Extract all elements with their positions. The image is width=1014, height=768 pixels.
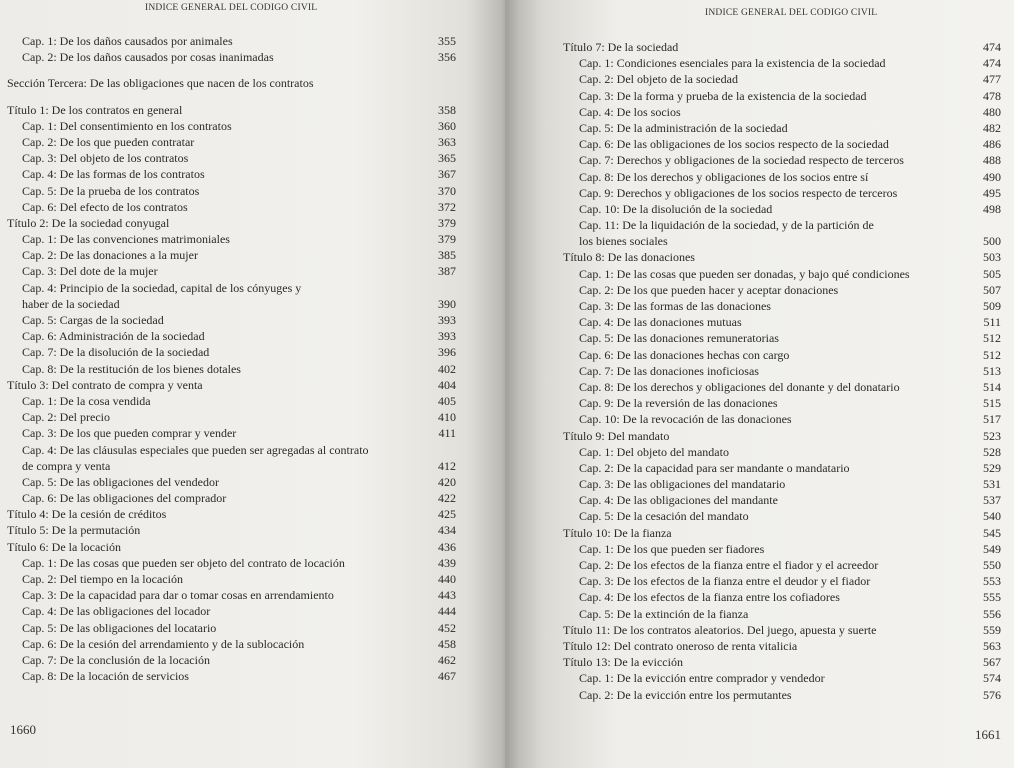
entry-page-number: 576 bbox=[983, 687, 1001, 702]
entry-text: Cap. 4: De los socios bbox=[579, 104, 681, 119]
toc-chapter-entry bbox=[0, 166, 505, 182]
toc-chapter-entry bbox=[0, 490, 505, 506]
toc-chapter-entry bbox=[0, 442, 505, 458]
toc-chapter-entry bbox=[505, 363, 1014, 379]
entry-page-number: 567 bbox=[983, 655, 1001, 670]
entry-text: Cap. 3: Del dote de la mujer bbox=[22, 264, 158, 279]
entry-text: Título 5: De la permutación bbox=[7, 523, 141, 538]
entry-page-number: 452 bbox=[438, 620, 456, 635]
entry-page-number: 393 bbox=[438, 329, 456, 344]
entry-text: Cap. 5: De la extinción de la fianza bbox=[579, 606, 749, 621]
entry-text: Título 12: Del contrato oneroso de renta vitalicia bbox=[563, 638, 798, 653]
toc-chapter-entry bbox=[505, 233, 1014, 249]
toc-title-entry bbox=[505, 638, 1014, 654]
toc-chapter-entry bbox=[505, 104, 1014, 120]
entry-text: Título 2: De la sociedad conyugal bbox=[7, 215, 170, 230]
toc-chapter-entry bbox=[505, 670, 1014, 686]
toc-chapter-entry bbox=[0, 393, 505, 409]
entry-page-number: 444 bbox=[438, 604, 456, 619]
entry-text: Cap. 5: De las obligaciones del locatario bbox=[22, 620, 217, 635]
entry-text: Sección Tercera: De las obligaciones que nacen de los contratos bbox=[7, 76, 314, 91]
entry-text: Cap. 9: De la reversión de las donaciones bbox=[579, 396, 778, 411]
toc-chapter-entry bbox=[505, 589, 1014, 605]
entry-text: Cap. 6: De las donaciones hechas con cargo bbox=[579, 347, 790, 362]
running-head: INDICE GENERAL DEL CODIGO CIVIL bbox=[145, 3, 318, 13]
toc-chapter-entry bbox=[505, 201, 1014, 217]
toc-title-entry bbox=[0, 522, 505, 538]
entry-text: Cap. 7: Derechos y obligaciones de la sociedad respecto de terceros bbox=[579, 153, 904, 168]
toc-chapter-entry bbox=[505, 395, 1014, 411]
toc-chapter-entry bbox=[0, 118, 505, 134]
entry-page-number: 515 bbox=[983, 396, 1001, 411]
entry-text: Cap. 4: De las formas de los contratos bbox=[22, 167, 205, 182]
entry-text: Cap. 7: De la conclusión de la locación bbox=[22, 652, 210, 667]
entry-page-number: 405 bbox=[438, 393, 456, 408]
entry-page-number: 528 bbox=[983, 444, 1001, 459]
entry-page-number: 488 bbox=[983, 153, 1001, 168]
toc-chapter-entry bbox=[0, 474, 505, 490]
toc-chapter-entry bbox=[0, 296, 505, 312]
toc-chapter-entry bbox=[505, 460, 1014, 476]
toc-title-entry bbox=[0, 215, 505, 231]
entry-text: Cap. 8: De los derechos y obligaciones de los socios entre sí bbox=[579, 169, 869, 184]
toc-chapter-entry bbox=[505, 120, 1014, 136]
toc-chapter-entry bbox=[0, 231, 505, 247]
entry-text: Título 8: De las donaciones bbox=[563, 250, 695, 265]
toc-chapter-entry bbox=[0, 587, 505, 603]
entry-text: Cap. 3: De los efectos de la fianza entre el deudor y el fiador bbox=[579, 574, 871, 589]
entry-text: Cap. 3: De la forma y prueba de la existencia de la sociedad bbox=[579, 88, 867, 103]
entry-text: Título 10: De la fianza bbox=[563, 525, 672, 540]
toc-chapter-entry bbox=[0, 636, 505, 652]
entry-text: Cap. 7: De la disolución de la sociedad bbox=[22, 345, 210, 360]
entry-text: Cap. 3: De los que pueden comprar y vender bbox=[22, 426, 237, 441]
entry-page-number: 529 bbox=[983, 460, 1001, 475]
toc-chapter-entry bbox=[505, 508, 1014, 524]
toc-title-entry bbox=[0, 102, 505, 118]
toc-chapter-entry bbox=[0, 150, 505, 166]
entry-page-number: 556 bbox=[983, 606, 1001, 621]
toc-title-entry bbox=[0, 539, 505, 555]
entry-text: Cap. 3: De la capacidad para dar o tomar cosas en arrendamiento bbox=[22, 588, 334, 603]
entry-page-number: 555 bbox=[983, 590, 1001, 605]
entry-page-number: 356 bbox=[438, 50, 456, 65]
entry-page-number: 498 bbox=[983, 201, 1001, 216]
left-page bbox=[0, 0, 505, 768]
toc-chapter-entry bbox=[505, 476, 1014, 492]
entry-text: Cap. 2: Del objeto de la sociedad bbox=[579, 72, 738, 87]
entry-page-number: 379 bbox=[438, 232, 456, 247]
entry-text: de compra y venta bbox=[22, 458, 111, 473]
entry-text: Cap. 10: De la revocación de las donaciones bbox=[579, 412, 792, 427]
entry-text: Cap. 1: Del consentimiento en los contratos bbox=[22, 118, 232, 133]
toc-chapter-entry bbox=[0, 361, 505, 377]
entry-text: Título 13: De la evicción bbox=[563, 655, 683, 670]
entry-page-number: 545 bbox=[983, 525, 1001, 540]
entry-text: Cap. 2: Del tiempo en la locación bbox=[22, 572, 183, 586]
toc-chapter-entry bbox=[0, 312, 505, 328]
entry-page-number: 402 bbox=[438, 361, 456, 376]
entry-page-number: 370 bbox=[438, 183, 456, 198]
entry-text: Título 3: Del contrato de compra y venta bbox=[7, 377, 203, 392]
toc-chapter-entry bbox=[0, 183, 505, 199]
entry-text: Cap. 8: De los derechos y obligaciones del donante y del donatario bbox=[579, 379, 900, 394]
entry-text: Título 1: De los contratos en general bbox=[7, 102, 183, 117]
entry-page-number: 439 bbox=[438, 555, 456, 570]
entry-page-number: 478 bbox=[983, 88, 1001, 103]
entry-text: Cap. 6: De la cesión del arrendamiento y de la sublocación bbox=[22, 636, 305, 651]
entry-page-number: 458 bbox=[438, 636, 456, 651]
entry-text: Cap. 5: De la cesación del mandato bbox=[579, 509, 749, 524]
entry-text: Cap. 2: De los que pueden hacer y aceptar donaciones bbox=[579, 282, 839, 297]
entry-page-number: 537 bbox=[983, 493, 1001, 508]
entry-text: Cap. 7: De las donaciones inoficiosas bbox=[579, 363, 759, 378]
toc-chapter-entry bbox=[0, 603, 505, 619]
toc-title-entry bbox=[505, 622, 1014, 638]
entry-page-number: 396 bbox=[438, 345, 456, 360]
section-gap bbox=[0, 65, 505, 75]
toc-title-entry bbox=[505, 428, 1014, 444]
entry-page-number: 477 bbox=[983, 72, 1001, 87]
toc-title-entry bbox=[0, 506, 505, 522]
toc-chapter-entry bbox=[505, 314, 1014, 330]
entry-page-number: 507 bbox=[983, 282, 1001, 297]
toc-chapter-entry bbox=[505, 298, 1014, 314]
section-gap bbox=[0, 92, 505, 102]
entry-page-number: 379 bbox=[438, 215, 456, 230]
entry-text: Cap. 9: Derechos y obligaciones de los socios respecto de terceros bbox=[579, 185, 898, 200]
toc-chapter-entry bbox=[505, 687, 1014, 703]
entry-page-number: 436 bbox=[438, 539, 456, 554]
toc-chapter-entry bbox=[505, 169, 1014, 185]
entry-text: Cap. 1: De la evicción entre comprador y vendedor bbox=[579, 671, 825, 686]
entry-page-number: 410 bbox=[438, 410, 456, 425]
entry-text: Cap. 1: De las cosas que pueden ser donadas, y bajo qué condiciones bbox=[579, 266, 910, 281]
entry-text: Cap. 2: De las donaciones a la mujer bbox=[22, 248, 198, 263]
entry-page-number: 425 bbox=[438, 507, 456, 522]
entry-page-number: 517 bbox=[983, 412, 1001, 427]
entry-text: Cap. 2: De los daños causados por cosas inanimadas bbox=[22, 50, 274, 65]
entry-page-number: 512 bbox=[983, 331, 1001, 346]
toc-chapter-entry bbox=[505, 71, 1014, 87]
entry-text: Cap. 8: De la restitución de los bienes dotales bbox=[22, 361, 241, 376]
toc-chapter-entry bbox=[0, 134, 505, 150]
entry-text: Cap. 5: De las donaciones remuneratorias bbox=[579, 331, 779, 346]
toc-chapter-entry bbox=[0, 280, 505, 296]
toc-chapter-entry bbox=[505, 379, 1014, 395]
entry-text: Cap. 3: De las obligaciones del mandatario bbox=[579, 477, 786, 492]
entry-page-number: 550 bbox=[983, 558, 1001, 572]
entry-text: Cap. 8: De la locación de servicios bbox=[22, 669, 189, 684]
entry-page-number: 549 bbox=[983, 541, 1001, 556]
entry-text: Título 4: De la cesión de créditos bbox=[7, 507, 167, 522]
entry-page-number: 434 bbox=[438, 523, 456, 538]
entry-text: Título 6: De la locación bbox=[7, 539, 121, 554]
entry-page-number: 495 bbox=[983, 185, 1001, 200]
entry-page-number: 553 bbox=[983, 574, 1001, 589]
toc-chapter-entry bbox=[0, 199, 505, 215]
toc-chapter-entry bbox=[0, 33, 505, 49]
toc-chapter-entry bbox=[0, 555, 505, 571]
entry-text: Cap. 5: Cargas de la sociedad bbox=[22, 313, 164, 327]
toc-chapter-entry bbox=[505, 330, 1014, 346]
entry-text: Título 11: De los contratos aleatorios. Del juego, apuesta y suerte bbox=[563, 622, 877, 637]
entry-page-number: 440 bbox=[438, 572, 456, 586]
entry-page-number: 372 bbox=[438, 199, 456, 214]
page-number: 1660 bbox=[10, 722, 36, 737]
entry-text: Cap. 4: De las donaciones mutuas bbox=[579, 315, 742, 330]
entry-text: Cap. 2: De los efectos de la fianza entre el fiador y el acreedor bbox=[579, 558, 879, 572]
entry-text: Cap. 6: De las obligaciones del comprador bbox=[22, 491, 227, 506]
entry-text: Cap. 4: De las obligaciones del locador bbox=[22, 604, 211, 619]
entry-page-number: 500 bbox=[983, 234, 1001, 249]
entry-page-number: 462 bbox=[438, 652, 456, 667]
toc-chapter-entry bbox=[505, 606, 1014, 622]
toc-title-entry bbox=[505, 249, 1014, 265]
toc-chapter-entry bbox=[0, 247, 505, 263]
entry-page-number: 503 bbox=[983, 250, 1001, 265]
entry-page-number: 355 bbox=[438, 34, 456, 48]
toc-title-entry bbox=[505, 39, 1014, 55]
entry-page-number: 574 bbox=[983, 671, 1001, 686]
entry-text: Cap. 5: De la administración de la sociedad bbox=[579, 120, 788, 135]
toc-chapter-entry bbox=[0, 620, 505, 636]
entry-text: Cap. 1: De los daños causados por animales bbox=[22, 34, 233, 48]
toc-chapter-entry bbox=[505, 55, 1014, 71]
entry-text: Cap. 4: De los efectos de la fianza entre los cofiadores bbox=[579, 590, 840, 605]
entry-text: Cap. 2: Del precio bbox=[22, 410, 110, 425]
entry-text: Cap. 3: De las formas de las donaciones bbox=[579, 299, 771, 313]
entry-page-number: 505 bbox=[983, 266, 1001, 281]
entry-page-number: 422 bbox=[438, 491, 456, 506]
entry-page-number: 486 bbox=[983, 137, 1001, 152]
entry-page-number: 523 bbox=[983, 428, 1001, 443]
entry-text: Cap. 1: Del objeto del mandato bbox=[579, 444, 729, 459]
entry-page-number: 474 bbox=[983, 40, 1001, 54]
toc-chapter-entry bbox=[0, 668, 505, 684]
toc-chapter-entry bbox=[0, 652, 505, 668]
toc-chapter-entry bbox=[505, 185, 1014, 201]
entry-page-number: 420 bbox=[438, 474, 456, 489]
entry-text: Cap. 2: De la capacidad para ser mandante o mandatario bbox=[579, 460, 850, 475]
toc-title-entry bbox=[505, 654, 1014, 670]
toc-chapter-entry bbox=[0, 49, 505, 65]
entry-page-number: 363 bbox=[438, 134, 456, 149]
toc-chapter-entry bbox=[505, 492, 1014, 508]
toc-chapter-entry bbox=[0, 458, 505, 474]
toc-title-entry bbox=[0, 377, 505, 393]
entry-text: Título 7: De la sociedad bbox=[563, 40, 679, 54]
entry-text: Cap. 10: De la disolución de la sociedad bbox=[579, 201, 773, 216]
entry-text: Cap. 3: Del objeto de los contratos bbox=[22, 151, 189, 166]
entry-text: Cap. 6: Del efecto de los contratos bbox=[22, 199, 188, 214]
entry-page-number: 531 bbox=[983, 477, 1001, 492]
toc-title-entry bbox=[505, 525, 1014, 541]
toc-title-entry bbox=[0, 75, 505, 91]
toc-chapter-entry bbox=[505, 217, 1014, 233]
entry-text: Cap. 2: De la evicción entre los permutantes bbox=[579, 687, 792, 702]
toc-chapter-entry bbox=[505, 282, 1014, 298]
entry-page-number: 513 bbox=[983, 363, 1001, 378]
running-head: INDICE GENERAL DEL CODIGO CIVIL bbox=[705, 8, 878, 18]
entry-text: Cap. 1: De la cosa vendida bbox=[22, 393, 151, 408]
page-number: 1661 bbox=[975, 727, 1001, 742]
entry-text: Cap. 5: De las obligaciones del vendedor bbox=[22, 474, 219, 489]
entry-text: los bienes sociales bbox=[579, 234, 668, 249]
toc-chapter-entry bbox=[0, 328, 505, 344]
entry-page-number: 443 bbox=[438, 588, 456, 603]
entry-page-number: 509 bbox=[983, 299, 1001, 313]
toc-chapter-entry bbox=[505, 444, 1014, 460]
entry-page-number: 482 bbox=[983, 120, 1001, 135]
entry-page-number: 490 bbox=[983, 169, 1001, 184]
toc-chapter-entry bbox=[505, 136, 1014, 152]
toc-chapter-entry bbox=[0, 425, 505, 441]
entry-page-number: 385 bbox=[438, 248, 456, 263]
entry-page-number: 540 bbox=[983, 509, 1001, 524]
toc-chapter-entry bbox=[0, 344, 505, 360]
entry-text: Cap. 6: De las obligaciones de los socios respecto de la sociedad bbox=[579, 137, 889, 152]
toc-chapter-entry bbox=[505, 557, 1014, 573]
entry-text: Cap. 11: De la liquidación de la sociedad, y de la partición de bbox=[579, 218, 874, 233]
entry-page-number: 390 bbox=[438, 296, 456, 311]
entry-text: haber de la sociedad bbox=[22, 296, 120, 311]
entry-text: Cap. 1: De las convenciones matrimoniales bbox=[22, 232, 230, 247]
entry-page-number: 365 bbox=[438, 151, 456, 166]
entry-text: Cap. 6: Administración de la sociedad bbox=[22, 329, 205, 344]
entry-page-number: 512 bbox=[983, 347, 1001, 362]
toc-chapter-entry bbox=[505, 266, 1014, 282]
entry-page-number: 563 bbox=[983, 638, 1001, 653]
entry-text: Título 9: Del mandato bbox=[563, 428, 670, 443]
toc-chapter-entry bbox=[505, 541, 1014, 557]
table-of-contents bbox=[505, 39, 1014, 703]
toc-chapter-entry bbox=[505, 573, 1014, 589]
entry-page-number: 358 bbox=[438, 102, 456, 117]
right-page bbox=[505, 0, 1014, 768]
toc-chapter-entry bbox=[0, 571, 505, 587]
entry-page-number: 480 bbox=[983, 104, 1001, 119]
table-of-contents bbox=[0, 33, 505, 684]
toc-chapter-entry bbox=[505, 88, 1014, 104]
entry-page-number: 474 bbox=[983, 56, 1001, 71]
entry-text: Cap. 5: De la prueba de los contratos bbox=[22, 183, 200, 198]
entry-page-number: 412 bbox=[438, 458, 456, 473]
toc-chapter-entry bbox=[0, 263, 505, 279]
entry-page-number: 514 bbox=[983, 379, 1001, 394]
toc-chapter-entry bbox=[0, 409, 505, 425]
entry-text: Cap. 1: De las cosas que pueden ser objeto del contrato de locación bbox=[22, 555, 345, 570]
entry-page-number: 404 bbox=[438, 377, 456, 392]
toc-chapter-entry bbox=[505, 347, 1014, 363]
entry-page-number: 387 bbox=[438, 264, 456, 279]
entry-text: Cap. 2: De los que pueden contratar bbox=[22, 134, 195, 149]
entry-page-number: 511 bbox=[983, 315, 1001, 330]
entry-page-number: 411 bbox=[438, 426, 456, 441]
entry-text: Cap. 4: De las cláusulas especiales que pueden ser agregadas al contrato bbox=[22, 442, 369, 457]
entry-page-number: 559 bbox=[983, 622, 1001, 637]
entry-text: Cap. 4: De las obligaciones del mandante bbox=[579, 493, 778, 508]
entry-text: Cap. 1: Condiciones esenciales para la existencia de la sociedad bbox=[579, 56, 886, 71]
toc-chapter-entry bbox=[505, 152, 1014, 168]
entry-page-number: 393 bbox=[438, 313, 456, 327]
entry-text: Cap. 1: De los que pueden ser fiadores bbox=[579, 541, 765, 556]
entry-text: Cap. 4: Principio de la sociedad, capital de los cónyuges y bbox=[22, 280, 302, 295]
entry-page-number: 467 bbox=[438, 669, 456, 684]
toc-chapter-entry bbox=[505, 411, 1014, 427]
entry-page-number: 367 bbox=[438, 167, 456, 182]
entry-page-number: 360 bbox=[438, 118, 456, 133]
